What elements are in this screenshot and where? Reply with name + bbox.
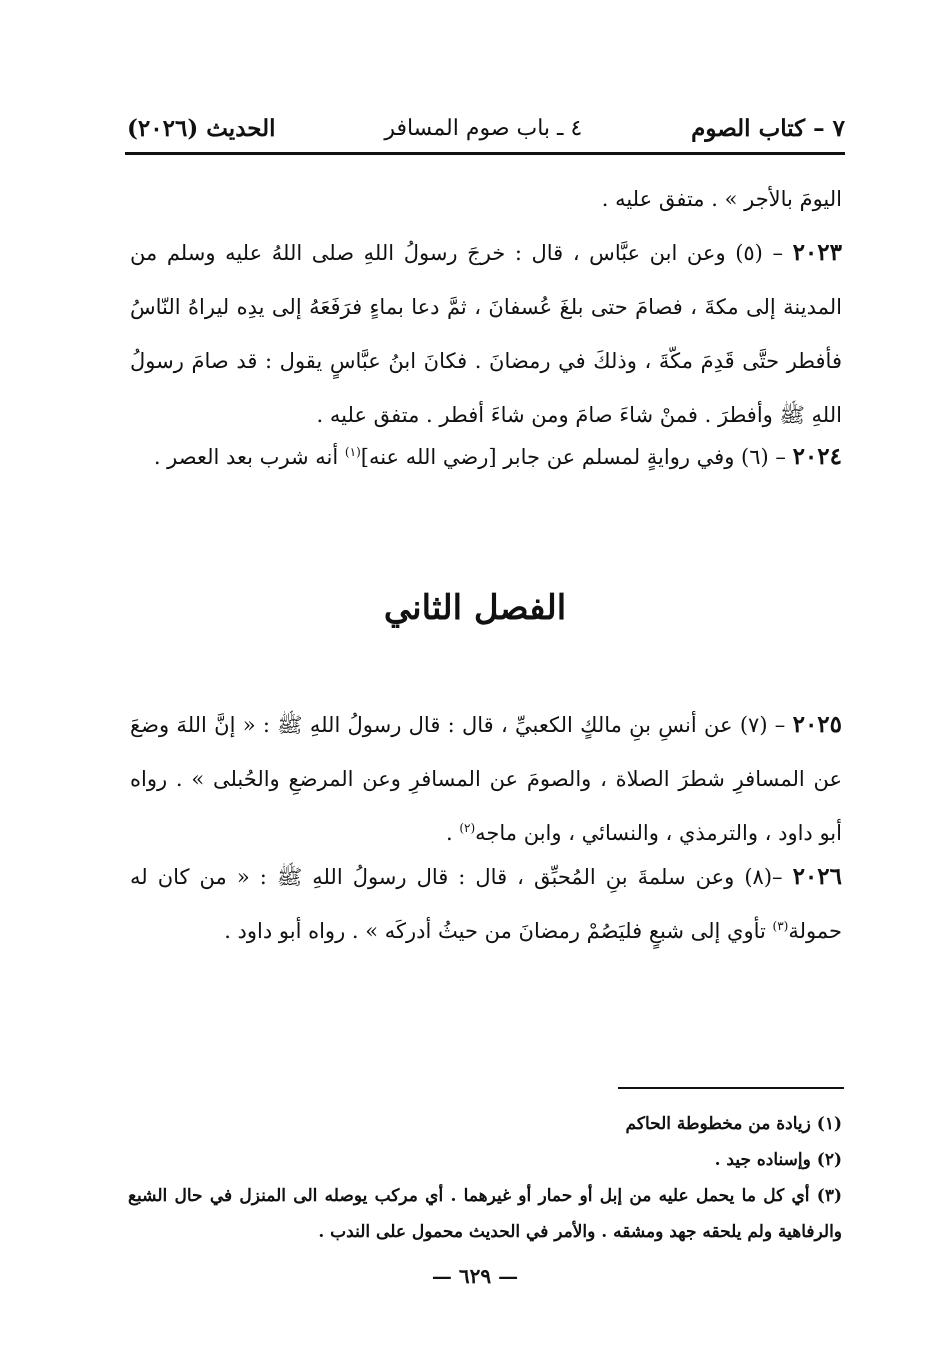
header-section: ٤ ـ باب صوم المسافر [384,115,583,141]
hadith-reference: –(٨) [744,865,783,889]
hadith-2024 [130,430,842,484]
hadith-text-end: أنه شرب بعد العصر . [153,445,345,469]
hadith-reference: – (٦) [741,445,786,469]
hadith-text: وعن ابن عبَّاس ، قال : خرجَ رسولُ اللهِ صلى اللهُ عليه وسلم من المدينة إلى مكةَ ، فصامَ حتى بلغَ عُسفانَ ، ثمَّ دعا بماءٍ فرَفَعَهُ إلى يدِه ليراهُ النّاسُ فأفطر حتَّى قَدِمَ مكّةَ ، وذلكَ في رمضانَ . فكانَ ابنُ عبَّاسٍ يقول : قد صامَ رسولُ اللهِ ﷺ وأفطرَ . فمنْ شاءَ صامَ ومن شاءَ أفطر . متفق عليه . [130,241,842,427]
hadith-2025 [130,698,842,860]
hadith-number: ٢٠٢٤ [792,443,842,470]
hadith-number: ٢٠٢٣ [792,239,842,266]
footnote-divider [618,1087,844,1089]
footnote-3: (٣) أي كل ما يحمل عليه من إبل أو حمار أو غيرهما . أي مركب يوصله الى المنزل في حال الشبع والرفاهية ولم يلحقه جهد ومشقه . والأمر في الحديث محمول على الندب . [128,1186,842,1242]
hadith-reference: – (٥) [735,241,783,265]
hadith-2026 [130,850,842,958]
hadith-number: ٢٠٢٥ [792,711,843,738]
header-hadith-range: الحديث (٢٠٢٦) [127,114,276,142]
running-header [127,105,845,151]
footnote-2: (٢) وإسناده جيد . [714,1150,842,1170]
hadith-text: وعن سلمةَ بنِ المُحبِّق ، قال : قال رسولُ اللهِ ﷺ : « من كان له حمولة [130,865,842,943]
hadith-2023 [130,226,842,442]
hadith-text: عن أنسِ بنِ مالكٍ الكعبيِّ ، قال : قال رسولُ اللهِ ﷺ : « إنَّ اللهَ وضعَ عن المسافرِ شطرَ الصلاة ، والصومَ عن المسافرِ وعن المرضعِ والحُبلى » . رواه أبو داود ، والترمذي ، والنسائي ، وابن ماجه [130,713,842,845]
footnotes [128,1106,842,1250]
hadith-text: وفي روايةٍ لمسلم عن جابر [رضي الله عنه] [360,445,735,469]
footnote-marker: (٣) [772,919,789,933]
hadith-text-end: تأوي إلى شبعٍ فليَصُمْ رمضانَ من حيثُ أدركَه » . رواه أبو داود . [224,919,773,943]
header-rule [125,152,845,155]
hadith-text-end: . [445,821,460,845]
hadith-reference: – (٧) [739,713,786,737]
page-number: — ٦٢٩ — [431,1264,519,1288]
footnote-1: (١) زيادة من مخطوطة الحاكم [625,1114,842,1134]
footnote-marker: (١) [344,445,361,459]
continuation-text [130,172,842,226]
hadith-number: ٢٠٢٦ [792,863,842,890]
header-chapter: ٧ – كتاب الصوم [691,114,845,142]
section-title: الفصل الثاني [383,588,567,628]
continuation-line: اليومَ بالأجر » . متفق عليه . [601,187,842,211]
footnote-marker: (٢) [459,821,476,835]
